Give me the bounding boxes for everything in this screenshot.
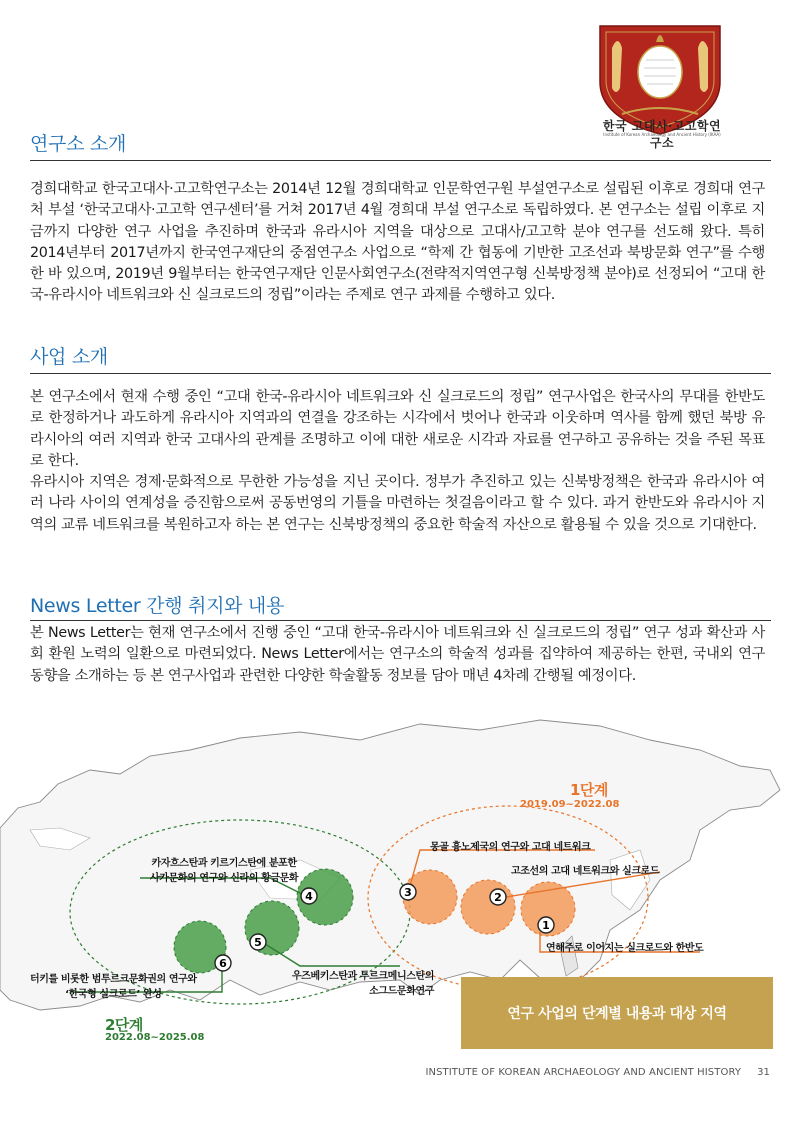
- newsletter-intro-text: [30, 623, 765, 687]
- page-number: 31: [757, 1067, 770, 1078]
- region-label-2: 고조선의 고대 네트워크와 실크로드: [511, 866, 660, 877]
- section-title-project: 사업 소개: [30, 346, 108, 368]
- region-badge-3: [398, 882, 418, 902]
- region-label-6: [30, 970, 197, 1000]
- region-label-5: [292, 967, 434, 997]
- section-title-institute: 연구소 소개: [30, 133, 127, 155]
- region-label-3: 몽골 흉노제국의 연구와 고대 네트워크: [430, 842, 591, 853]
- region-label-5-line1: 우즈베키스탄과 투르크메니스탄의: [292, 971, 434, 982]
- stage2-dates: 2022.08~2025.08: [105, 1032, 205, 1043]
- map-caption-box: [461, 977, 773, 1049]
- region-badge-1: [536, 915, 556, 935]
- region-badge-5: [248, 932, 268, 952]
- svg-text:4: 4: [305, 890, 313, 903]
- svg-text:1: 1: [542, 919, 550, 932]
- svg-text:3: 3: [404, 886, 412, 899]
- stage1-title: 1단계: [570, 781, 608, 799]
- stage1-dates: 2019.09~2022.08: [520, 799, 620, 810]
- project-paragraph-2: 유라시아 지역은 경제·문화적으로 무한한 가능성을 지닌 곳이다. 정부가 추진하고 있는 신북방정책은 한국과 유라시아 여러 나라 사이의 연계성을 증진함으로써 공동번영의 기틀을 마련하는 첫걸음이라고 할 수 있다. 과거 한반도와 유라시아 지역의 교류 네트워크를 복원하고자 하는 본 연구는 신북방정책의 중요한 학술적 자산으로 활용될 수 있을 것으로 기대한다.: [30, 474, 765, 533]
- project-intro-text: [30, 387, 765, 536]
- region-label-6-line2: ‘한국형 실크로드’ 완성: [65, 989, 162, 1000]
- institute-intro-paragraph: 경희대학교 한국고대사·고고학연구소는 2014년 12월 경희대학교 인문학연구원 부설연구소로 설립된 이후로 경희대 연구처 부설 ‘한국고대사·고고학 연구센터’를 거쳐 2017년 4월 경희대 부설 연구소로 독립하였다. 본 연구소는 설립 이후로 지금까지 다양한 연구 사업을 추진하며 한국과 유라시아 지역을 대상으로 고대사/고고학 분야 연구를 선도해 왔다. 특히 2014년부터 2017년까지 한국연구재단의 중점연구소 사업으로 “학제 간 협동에 기반한 고조선과 북방문화 연구”를 수행한 바 있으며, 2019년 9월부터는 한국연구재단 인문사회연구소(전략적지역연구형 신북방정책 분야)로 선정되어 “고대 한국-유라시아 네트워크와 신 실크로드의 정립”이라는 주제로 연구 과제를 수행하고 있다.: [30, 181, 765, 304]
- institute-intro-text: [30, 179, 765, 307]
- page-footer: [330, 1067, 770, 1078]
- region-label-1: 연해주로 이어지는 실크로드와 한반도: [546, 943, 704, 954]
- svg-text:2: 2: [494, 891, 502, 904]
- section-rule: [30, 373, 771, 374]
- region-badge-4: [299, 886, 319, 906]
- region-label-4-line2: 사카문화의 연구와 신라의 황금문화: [150, 873, 299, 884]
- section-title-newsletter: News Letter 간행 취지와 내용: [30, 595, 285, 617]
- region-badge-2: [488, 887, 508, 907]
- region-label-4-line1: 카자흐스탄과 키르기스탄에 분포한: [151, 858, 297, 869]
- logo-caption: 한국 고대사·고고학연구소: [602, 119, 722, 150]
- region-label-4: [150, 854, 298, 884]
- region-label-5-line2: 소그드문화연구: [369, 986, 434, 997]
- section-rule: [30, 160, 771, 161]
- logo-subcaption: Institute of Korean Archaeology and Ancient History (IKAA): [603, 132, 721, 137]
- svg-text:6: 6: [219, 957, 227, 970]
- section-rule: [30, 620, 771, 621]
- footer-institute-name: INSTITUTE OF KOREAN ARCHAEOLOGY AND ANCIENT HISTORY: [425, 1067, 742, 1078]
- project-paragraph-1: 본 연구소에서 현재 수행 중인 “고대 한국-유라시아 네트워크와 신 실크로드의 정립” 연구사업은 한국사의 무대를 한반도로 한정하거나 과도하게 유라시아 지역과의 연결을 강조하는 시각에서 벗어나 한국과 이웃하며 역사를 함께 했던 북방 유라시아의 여러 지역과 한국 고대사의 관계를 조명하고 이에 대한 새로운 시각과 자료를 연구하고 공유하는 것을 주된 목표로 한다.: [30, 389, 765, 469]
- newsletter-paragraph: 본 News Letter는 현재 연구소에서 진행 중인 “고대 한국-유라시아 네트워크와 신 실크로드의 정립” 연구 성과 확산과 사회 환원 노력의 일환으로 마련되었다. News Letter에서는 연구소의 학술적 성과를 집약하여 제공하는 한편, 국내외 연구 동향을 소개하는 등 본 연구사업과 관련한 다양한 학술활동 정보를 담아 매년 4차례 간행될 예정이다.: [30, 625, 765, 684]
- svg-text:5: 5: [254, 936, 262, 949]
- stage2-title: 2단계: [105, 1016, 143, 1034]
- region-label-6-line1: 터키를 비롯한 범투르크문화권의 연구와: [30, 974, 197, 985]
- map-caption-text: 연구 사업의 단계별 내용과 대상 지역: [507, 1006, 727, 1022]
- region-badge-6: [213, 953, 233, 973]
